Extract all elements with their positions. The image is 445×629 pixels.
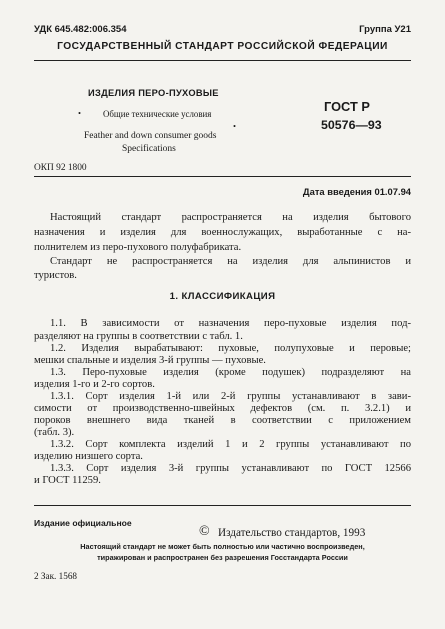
section-line: 1.2. Изделия вырабатывают: пуховые, полупуховые и перовые; [50, 343, 411, 354]
section-line: пороков внешнего вида тканей в соответствии с приложением [34, 415, 411, 426]
section-line: разделяют на группы в соответствии с табл. 1. [34, 331, 243, 342]
bullet-dot: • [78, 108, 82, 118]
effective-date: Дата введения 01.07.94 [302, 186, 411, 197]
gost-label: ГОСТ Р [324, 99, 370, 114]
english-title: Feather and down consumer goods [84, 131, 217, 141]
section-line: мешки спальные и изделия 3-й группы — пуховые. [34, 355, 266, 366]
section-line: 1.1. В зависимости от назначения перо-пуховые изделия под- [50, 318, 411, 329]
header-rule [34, 60, 411, 61]
section-heading: 1. КЛАССИФИКАЦИЯ [169, 291, 276, 302]
section-line: симости от производственно-швейных дефектов (см. п. 3.2.1) и [34, 403, 411, 414]
reproduction-notice-2: тиражирован и распространен без разрешения Госстандарта России [97, 553, 348, 562]
reproduction-notice: Настоящий стандарт не может быть полностью или частично воспроизведен, [80, 542, 365, 551]
order-number: 2 Зак. 1568 [34, 571, 78, 581]
intro-line: туристов. [34, 270, 77, 281]
section-line: (табл. 3). [34, 427, 75, 438]
english-subtitle: Specifications [122, 144, 176, 154]
section-line: и ГОСТ 11259. [34, 475, 101, 486]
section-line: изделию низшего сорта. [34, 451, 143, 462]
document-subtitle: Общие технические условия [103, 109, 212, 119]
group-code: Группа У21 [359, 24, 411, 35]
footer-rule [34, 505, 411, 506]
gost-number: 50576—93 [321, 118, 382, 132]
section-line: 1.3.3. Сорт изделия 3-й группы устанавливают по ГОСТ 12566 [50, 463, 411, 474]
intro-line: полнителем из перо-пухового полуфабриката. [34, 242, 242, 253]
document-title: ИЗДЕЛИЯ ПЕРО-ПУХОВЫЕ [88, 88, 219, 98]
intro-line: Настоящий стандарт распространяется на изделия бытового [50, 212, 411, 223]
udk-code: УДК 645.482:006.354 [34, 24, 127, 35]
title-rule [34, 176, 411, 177]
intro-line: Стандарт не распространяется на изделия для альпинистов и [50, 256, 411, 267]
section-line: 1.3.1. Сорт изделия 1-й или 2-й группы устанавливают в зави- [50, 391, 411, 402]
standard-title: ГОСУДАРСТВЕННЫЙ СТАНДАРТ РОССИЙСКОЙ ФЕДЕРАЦИИ [57, 41, 388, 52]
section-line: 1.3.2. Сорт комплекта изделий 1 и 2 группы устанавливают по [50, 439, 411, 450]
bullet-dot-2: • [233, 121, 237, 131]
intro-line: назначения и изделия для военнослужащих, выработанные с на- [34, 227, 411, 238]
official-edition: Издание официальное [34, 518, 132, 528]
section-line: 1.3. Перо-пуховые изделия (кроме подушек) подразделяют на [50, 367, 411, 378]
copyright-icon: © [199, 524, 210, 539]
section-line: изделия 1-го и 2-го сортов. [34, 379, 155, 390]
okp-code: ОКП 92 1800 [34, 163, 87, 173]
copyright-text: Издательство стандартов, 1993 [218, 527, 366, 539]
